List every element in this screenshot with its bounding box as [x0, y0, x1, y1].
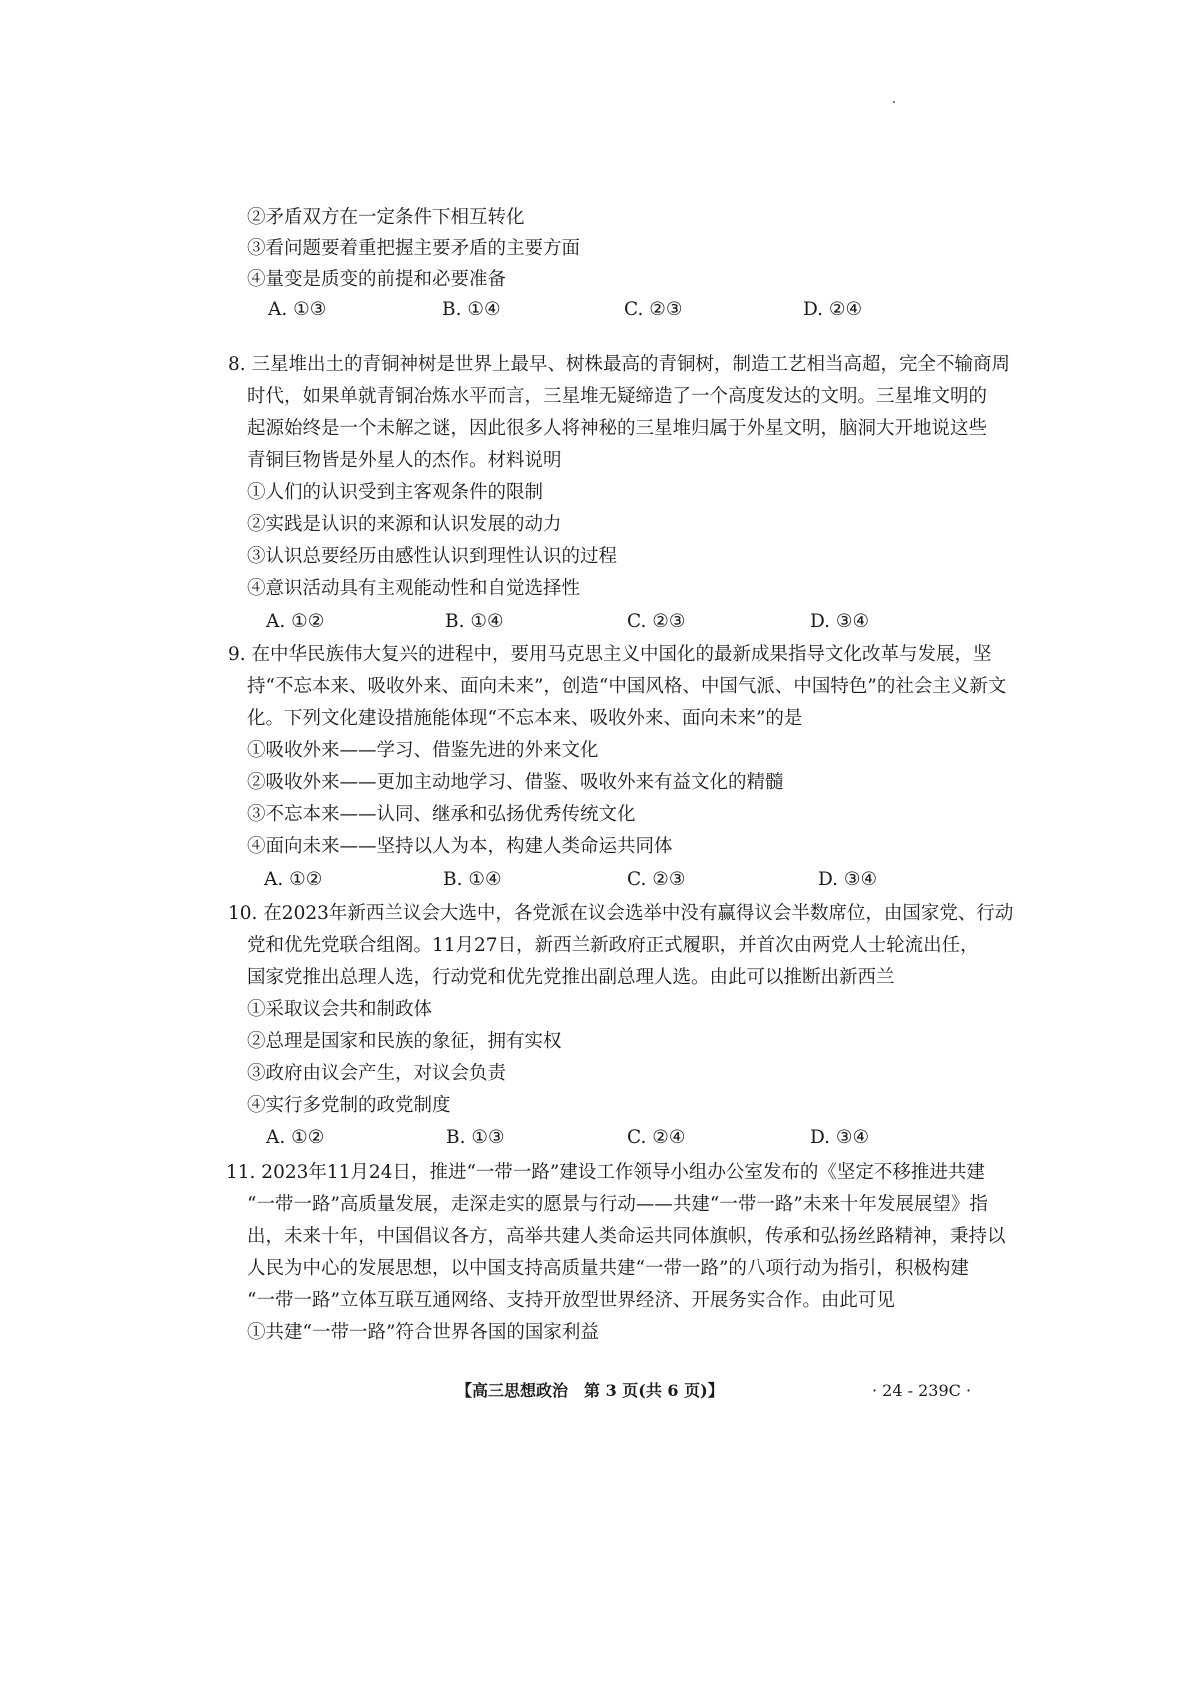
q9-option-b: B. ①④ [443, 869, 502, 890]
q7-item-4: ④量变是质变的前提和必要准备 [247, 269, 507, 290]
q8-option-c: C. ②③ [627, 611, 686, 632]
q10-option-d: D. ③④ [810, 1127, 870, 1148]
q8-item-3: ③认识总要经历由感性认识到理性认识的过程 [247, 546, 618, 567]
q9-item-4: ④面向未来——坚持以人为本，构建人类命运共同体 [247, 836, 673, 857]
q11-stem-line-5: “一带一路”立体互联互通网络、支持开放型世界经济、开展务实合作。由此可见 [247, 1290, 895, 1311]
q8-option-b: B. ①④ [445, 611, 504, 632]
q9-option-d: D. ③④ [818, 869, 878, 890]
q8-stem-line-2: 时代，如果单就青铜冶炼水平而言，三星堆无疑缔造了一个高度发达的文明。三星堆文明的 [247, 386, 988, 407]
q8-stem-line-4: 青铜巨物皆是外星人的杰作。材料说明 [247, 450, 562, 471]
q10-stem-line-1: 10. 在2023年新西兰议会大选中，各党派在议会选举中没有赢得议会半数席位，由国家党、行动 [228, 903, 1014, 924]
q11-stem-line-2: “一带一路”高质量发展，走深走实的愿景与行动——共建“一带一路”未来十年发展展望》指 [247, 1194, 988, 1215]
q8-item-4: ④意识活动具有主观能动性和自觉选择性 [247, 578, 581, 599]
q9-stem-line-3: 化。下列文化建设措施能体现“不忘本来、吸收外来、面向未来”的是 [247, 708, 803, 729]
q11-item-1: ①共建“一带一路”符合世界各国的国家利益 [247, 1322, 599, 1343]
q7-option-b: B. ①④ [442, 299, 501, 320]
q9-item-1: ①吸收外来——学习、借鉴先进的外来文化 [247, 740, 599, 761]
scan-speck [893, 101, 895, 103]
q9-option-c: C. ②③ [627, 869, 686, 890]
page-footer-title: 【高三思想政治 第 3 页(共 6 页)】 [456, 1381, 724, 1400]
q11-stem-line-3: 出，未来十年，中国倡议各方，高举共建人类命运共同体旗帜，传承和弘扬丝路精神，秉持以 [247, 1226, 1006, 1247]
q9-stem-line-1: 9. 在中华民族伟大复兴的进程中，要用马克思主义中国化的最新成果指导文化改革与发展，坚 [228, 644, 992, 665]
q10-option-c: C. ②④ [627, 1127, 686, 1148]
q7-option-d: D. ②④ [803, 299, 863, 320]
q10-stem-line-2: 党和优先党联合组阁。11月27日，新西兰新政府正式履职，并首次由两党人士轮流出任， [247, 935, 979, 956]
q8-option-d: D. ③④ [810, 611, 870, 632]
q10-item-4: ④实行多党制的政党制度 [247, 1095, 451, 1116]
q10-item-3: ③政府由议会产生，对议会负责 [247, 1063, 507, 1084]
q9-option-a: A. ①② [264, 869, 323, 890]
q8-item-1: ①人们的认识受到主客观条件的限制 [247, 482, 544, 503]
q10-option-b: B. ①③ [446, 1127, 505, 1148]
q10-stem-line-3: 国家党推出总理人选，行动党和优先党推出副总理人选。由此可以推断出新西兰 [247, 967, 895, 988]
q11-stem-line-1: 11. 2023年11月24日，推进“一带一路”建设工作领导小组办公室发布的《坚定不移推进共建 [226, 1162, 985, 1183]
q8-stem-line-1: 8. 三星堆出土的青铜神树是世界上最早、树株最高的青铜树，制造工艺相当高超，完全不输商周 [228, 354, 1011, 375]
q7-option-c: C. ②③ [624, 299, 683, 320]
q7-item-3: ③看问题要着重把握主要矛盾的主要方面 [247, 238, 581, 259]
q9-item-3: ③不忘本来——认同、继承和弘扬优秀传统文化 [247, 804, 636, 825]
q10-item-2: ②总理是国家和民族的象征，拥有实权 [247, 1031, 562, 1052]
q7-item-2: ②矛盾双方在一定条件下相互转化 [247, 207, 525, 228]
q8-stem-line-3: 起源始终是一个未解之谜，因此很多人将神秘的三星堆归属于外星文明，脑洞大开地说这些 [247, 418, 988, 439]
q10-item-1: ①采取议会共和制政体 [247, 999, 433, 1020]
page-footer-code: · 24 - 239C · [872, 1381, 972, 1400]
q8-item-2: ②实践是认识的来源和认识发展的动力 [247, 514, 562, 535]
q9-item-2: ②吸收外来——更加主动地学习、借鉴、吸收外来有益文化的精髓 [247, 772, 784, 793]
q7-option-a: A. ①③ [268, 299, 327, 320]
q11-stem-line-4: 人民为中心的发展思想，以中国支持高质量共建“一带一路”的八项行动为指引，积极构建 [247, 1258, 969, 1279]
q9-stem-line-2: 持“不忘本来、吸收外来、面向未来”，创造“中国风格、中国气派、中国特色”的社会主义新文 [247, 676, 1007, 697]
q10-option-a: A. ①② [266, 1127, 325, 1148]
q8-option-a: A. ①② [266, 611, 325, 632]
